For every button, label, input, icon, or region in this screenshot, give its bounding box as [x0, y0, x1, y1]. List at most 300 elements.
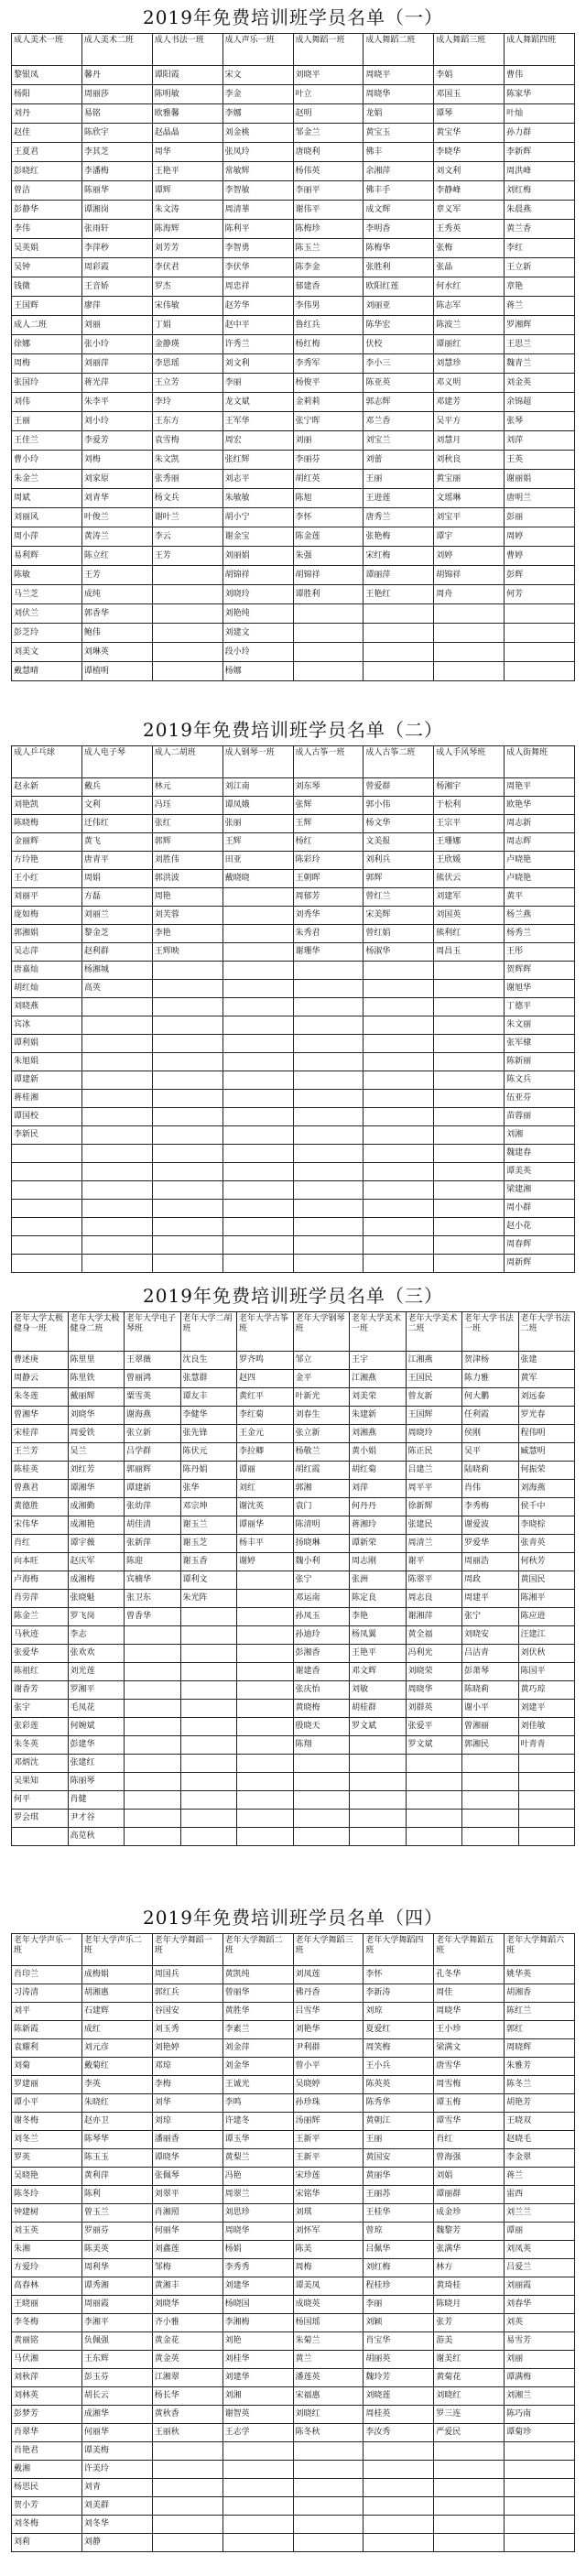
name-cell: 廖萍: [81, 297, 152, 316]
name-cell: [434, 1181, 505, 1200]
name-cell: 周晓辉: [505, 2039, 575, 2058]
name-cell: 周小群: [505, 1200, 575, 1218]
name-cell: 黄利萍: [81, 2168, 152, 2186]
name-cell: 臧慧明: [518, 1443, 575, 1462]
name-cell: [350, 1791, 407, 1810]
column-header: 老年大学电子琴班: [125, 1312, 181, 1352]
name-cell: 刘秀华: [293, 907, 364, 925]
name-cell: 宋珍莲: [293, 2168, 364, 2186]
roster-table: [11, 33, 575, 681]
name-cell: 谭美梅: [81, 2442, 152, 2461]
name-cell: 王东方: [152, 412, 222, 431]
name-cell: 刘东琴: [293, 778, 364, 797]
name-cell: 丁娟: [152, 316, 222, 335]
name-cell: 刘玉英: [12, 2223, 82, 2241]
name-cell: [364, 1236, 434, 1255]
name-cell: 刘凤莲: [293, 1966, 364, 1984]
name-cell: 袁耀利: [12, 2039, 82, 2058]
name-cell: 周艳: [152, 888, 222, 907]
name-cell: 孔冬华: [434, 1966, 505, 1984]
name-cell: [125, 1681, 181, 1700]
name-cell: 张先锋: [180, 1425, 237, 1443]
name-cell: 陈欣宇: [81, 124, 152, 143]
name-cell: 杨长华: [152, 2387, 222, 2406]
name-cell: 邓运南: [293, 1590, 350, 1608]
name-cell: 杨俊平: [293, 374, 364, 393]
name-cell: 赵四: [237, 1370, 294, 1388]
name-cell: 刘小玲: [81, 412, 152, 431]
name-cell: [518, 1755, 575, 1773]
table-row: [12, 335, 575, 354]
name-cell: 谭美英: [505, 1163, 575, 1181]
name-cell: 唐晓利: [293, 143, 364, 162]
name-cell: 高苋秋: [68, 1828, 125, 1846]
name-cell: 肖健: [68, 1791, 125, 1810]
name-cell: [81, 1035, 152, 1053]
name-cell: 刘颖: [364, 2314, 434, 2332]
name-cell: 张晓魁: [68, 1590, 125, 1608]
column-header: 成人舞蹈四班: [505, 34, 575, 66]
name-cell: 徐娜: [12, 335, 82, 354]
name-cell: [180, 1828, 237, 1846]
name-cell: 刘晓平: [293, 66, 364, 85]
name-cell: [364, 980, 434, 998]
name-cell: 王辉映: [152, 943, 222, 962]
name-cell: [81, 1255, 152, 1273]
name-cell: 肖伟: [462, 1480, 519, 1498]
name-cell: [152, 1090, 222, 1108]
name-cell: [434, 2479, 505, 2497]
name-cell: 吴果知: [12, 1773, 69, 1791]
name-cell: 李玲: [152, 393, 222, 412]
name-cell: 刘伟: [12, 393, 82, 412]
name-cell: [434, 604, 505, 624]
name-cell: 刘艳纯: [222, 604, 293, 624]
name-cell: 刘玉秀: [152, 2021, 222, 2039]
name-cell: 杨敬兰: [293, 1443, 350, 1462]
name-cell: 朱冬英: [12, 1736, 69, 1755]
name-cell: 陈亚英: [364, 374, 434, 393]
name-cell: [152, 1200, 222, 1218]
name-cell: 侯刚: [462, 1425, 519, 1443]
column-header: 老年大学美术二班: [406, 1312, 462, 1352]
name-cell: 黄琦桂: [434, 2277, 505, 2296]
table-row: [12, 431, 575, 451]
name-cell: 陈海辉: [152, 220, 222, 239]
name-cell: 谭凤娥: [222, 797, 293, 815]
name-cell: 郭洪波: [152, 870, 222, 888]
name-cell: 郭红: [505, 2021, 575, 2039]
name-cell: 陈里里: [68, 1352, 125, 1370]
name-cell: 陈冬秋: [293, 2424, 364, 2442]
name-cell: [364, 1200, 434, 1218]
name-cell: 陈家华: [505, 85, 575, 104]
name-cell: 熊利红: [434, 925, 505, 943]
name-cell: 王辉: [222, 833, 293, 852]
name-cell: 周斌: [12, 489, 82, 508]
name-cell: 杨文兵: [152, 489, 222, 508]
name-cell: 陈丽华: [81, 181, 152, 201]
name-cell: 陈旭: [293, 489, 364, 508]
name-cell: 成红: [81, 2021, 152, 2039]
name-cell: [180, 1645, 237, 1663]
name-cell: [293, 624, 364, 643]
name-cell: 刘冬梅: [12, 2516, 82, 2534]
name-cell: 朱湘: [12, 2241, 82, 2259]
name-cell: 吕佩华: [364, 2241, 434, 2259]
name-cell: 王丽: [12, 412, 82, 431]
name-cell: 罗齐鸣: [237, 1352, 294, 1370]
name-cell: [434, 624, 505, 643]
table-row: [12, 888, 575, 907]
table-header-row: [12, 1312, 575, 1352]
name-cell: [505, 2479, 575, 2497]
name-cell: 彭辉: [505, 566, 575, 585]
name-cell: 谭小平: [12, 2094, 82, 2113]
name-cell: 张彩莲: [12, 1718, 69, 1736]
name-cell: 胡佳清: [125, 1516, 181, 1535]
name-cell: 杨阳: [12, 85, 82, 104]
name-cell: [125, 1773, 181, 1791]
name-cell: 李素兰: [222, 2021, 293, 2039]
name-cell: 刘文利: [222, 354, 293, 374]
name-cell: 张丽: [222, 815, 293, 833]
name-cell: 谭阳霞: [152, 66, 222, 85]
name-cell: 叶俊兰: [81, 508, 152, 527]
name-cell: [125, 1810, 181, 1828]
name-cell: 冯珏: [152, 797, 222, 815]
name-cell: 谭丽华: [237, 1516, 294, 1535]
name-cell: [462, 1773, 519, 1791]
name-cell: [434, 1163, 505, 1181]
name-cell: 杨兰燕: [505, 907, 575, 925]
column-header: 老年大学声乐二班: [81, 1934, 152, 1966]
name-cell: 王立新: [505, 258, 575, 277]
name-cell: 程桂珍: [364, 2277, 434, 2296]
name-cell: 陈伏元: [180, 1443, 237, 1462]
table-row: [12, 815, 575, 833]
name-cell: [505, 604, 575, 624]
name-cell: 周小萍: [12, 527, 82, 547]
name-cell: 黄军: [518, 1370, 575, 1388]
name-cell: 李晓华: [434, 143, 505, 162]
name-cell: 刘建军: [434, 888, 505, 907]
name-cell: 罗飞岗: [68, 1608, 125, 1626]
name-cell: 周建平: [462, 1590, 519, 1608]
name-cell: [462, 1810, 519, 1828]
name-cell: 肖红: [434, 2131, 505, 2149]
name-cell: 刘敏: [350, 1681, 407, 1700]
name-cell: 冯利光: [406, 1645, 462, 1663]
name-cell: 叶立: [293, 85, 364, 104]
name-cell: 张胜利: [364, 258, 434, 277]
column-header: 成人二胡班: [152, 746, 222, 778]
name-cell: 杨文华: [364, 815, 434, 833]
name-cell: 杨国瑶: [293, 2314, 364, 2332]
name-cell: [237, 1773, 294, 1791]
name-cell: 刘光莲: [68, 1663, 125, 1681]
name-cell: 刘志平: [222, 470, 293, 489]
name-cell: 王晓丽: [12, 2296, 82, 2314]
name-cell: 郭湘娟: [12, 925, 82, 943]
name-cell: 刘宝平: [434, 508, 505, 527]
name-cell: 黎金芝: [81, 925, 152, 943]
name-cell: [81, 1108, 152, 1126]
name-cell: 朱文丽: [505, 1016, 575, 1035]
table-row: [12, 1571, 575, 1590]
name-cell: 赵晶晶: [152, 124, 222, 143]
name-cell: 彭晓红: [12, 162, 82, 181]
name-cell: 罗三连: [434, 2406, 505, 2424]
name-cell: 李红: [505, 239, 575, 258]
column-header: 成人美术一班: [12, 34, 82, 66]
name-cell: 刘建华: [222, 2369, 293, 2387]
column-header: 成人手风琴班: [434, 746, 505, 778]
name-cell: [152, 1218, 222, 1236]
name-cell: 胡锦祥: [222, 566, 293, 585]
name-cell: 成湘梅: [68, 1571, 125, 1590]
name-cell: 谢婷: [237, 1553, 294, 1571]
name-cell: 谭湘岗: [81, 201, 152, 220]
name-cell: 陈冬玲: [12, 2186, 82, 2204]
name-cell: 吴平: [462, 1443, 519, 1462]
name-cell: [364, 1035, 434, 1053]
name-cell: 朱雅芳: [505, 2058, 575, 2076]
name-cell: 李新民: [12, 1126, 82, 1145]
name-cell: 邹梅: [152, 2259, 222, 2277]
name-cell: [434, 1255, 505, 1273]
name-cell: 李潘梅: [81, 162, 152, 181]
column-header: 老年大学古筝班: [237, 1312, 294, 1352]
name-cell: [125, 1791, 181, 1810]
table-body: [12, 1966, 575, 2552]
name-cell: 李丽: [364, 2296, 434, 2314]
name-cell: 郭湘: [293, 1480, 350, 1498]
name-cell: 王军华: [222, 412, 293, 431]
name-cell: [364, 2497, 434, 2516]
name-cell: 肖印兰: [12, 1966, 82, 1984]
name-cell: 陈志军: [434, 297, 505, 316]
name-cell: 田亚: [222, 852, 293, 870]
name-cell: 杨伟英: [293, 162, 364, 181]
name-cell: 孙珍珠: [293, 2094, 364, 2113]
name-cell: 刘艳: [222, 2332, 293, 2351]
name-cell: 张红: [152, 815, 222, 833]
name-cell: 刘金桃: [222, 124, 293, 143]
name-cell: [222, 1108, 293, 1126]
name-cell: 石建辉: [81, 2003, 152, 2021]
name-cell: 张宇: [12, 1700, 69, 1718]
name-cell: 刘丽娟: [222, 547, 293, 566]
name-cell: 周艳平: [505, 778, 575, 797]
name-cell: 胡红灿: [12, 980, 82, 998]
name-cell: 李秀军: [293, 354, 364, 374]
name-cell: [293, 998, 364, 1016]
name-cell: 刘怀军: [293, 2223, 364, 2241]
table-row: [12, 1498, 575, 1516]
name-cell: 周婷: [505, 527, 575, 547]
name-cell: [364, 2534, 434, 2552]
name-cell: [350, 1755, 407, 1773]
name-cell: [152, 2534, 222, 2552]
name-cell: 王英: [505, 451, 575, 470]
name-cell: [12, 1145, 82, 1163]
name-cell: 王丽秋: [152, 2424, 222, 2442]
name-cell: 李新辉: [505, 143, 575, 162]
name-cell: [293, 2497, 364, 2516]
name-cell: 方玲艳: [12, 852, 82, 870]
name-cell: 宋伟华: [12, 1516, 69, 1535]
name-cell: [518, 1810, 575, 1828]
name-cell: 王国辉: [12, 297, 82, 316]
name-cell: 黄国民: [518, 1571, 575, 1590]
name-cell: 曾红兰: [364, 888, 434, 907]
name-cell: 张辉: [293, 797, 364, 815]
name-cell: 易利辉: [12, 547, 82, 566]
table-row: [12, 2168, 575, 2186]
name-cell: 曾湘华: [12, 1407, 69, 1425]
name-cell: 周忠祥: [222, 277, 293, 297]
name-cell: [222, 1163, 293, 1181]
name-cell: 习涛清: [12, 1984, 82, 2003]
name-cell: 邓兰香: [364, 412, 434, 431]
column-header: 成人声乐一班: [222, 34, 293, 66]
name-cell: 王丽: [364, 2131, 434, 2149]
name-cell: 陈利: [81, 2186, 152, 2204]
name-cell: 李丽芬: [293, 451, 364, 470]
name-cell: 陈翔: [293, 1736, 350, 1755]
name-cell: 彭丽: [505, 508, 575, 527]
name-cell: 谭丽: [505, 2223, 575, 2241]
name-cell: 林元: [152, 778, 222, 797]
name-cell: 刘平: [12, 2003, 82, 2021]
name-cell: 刘元彦: [81, 2039, 152, 2058]
name-cell: 李娟: [434, 66, 505, 85]
table-row: [12, 1200, 575, 1218]
roster-section-1: [11, 5, 575, 681]
name-cell: 刘建文: [222, 624, 293, 643]
name-cell: 刘慧珍: [434, 354, 505, 374]
name-cell: 周梅: [293, 2259, 364, 2277]
name-cell: 何丽华: [152, 2223, 222, 2241]
name-cell: [505, 2534, 575, 2552]
table-row: [12, 2277, 575, 2296]
name-cell: 何振荣: [518, 1462, 575, 1480]
table-row: [12, 1590, 575, 1608]
name-cell: [350, 1773, 407, 1791]
table-row: [12, 393, 575, 412]
name-cell: 刘湘兰: [505, 2387, 575, 2406]
table-row: [12, 2406, 575, 2424]
name-cell: 王辉: [293, 815, 364, 833]
column-header: 成人书法一班: [152, 34, 222, 66]
name-cell: 鲁红兵: [293, 316, 364, 335]
table-row: [12, 852, 575, 870]
table-row: [12, 1145, 575, 1163]
name-cell: 章艳: [505, 277, 575, 297]
name-cell: 宋铭华: [293, 2186, 364, 2204]
name-cell: [222, 2534, 293, 2552]
name-cell: 曾香华: [125, 1608, 181, 1626]
name-cell: 魏小利: [293, 1553, 350, 1571]
name-cell: 李智敏: [222, 181, 293, 201]
name-cell: [434, 1236, 505, 1255]
table-row: [12, 2021, 575, 2039]
name-cell: [293, 1090, 364, 1108]
name-cell: [125, 1718, 181, 1736]
table-row: [12, 1810, 575, 1828]
name-cell: 李晓棕: [518, 1516, 575, 1535]
name-cell: 杨丰平: [237, 1535, 294, 1553]
name-cell: 刘菊: [12, 2058, 82, 2076]
column-header: 老年大学舞蹈六班: [505, 1934, 575, 1966]
roster-section-4: [11, 1906, 575, 2552]
name-cell: 周昌玉: [434, 943, 505, 962]
name-cell: [237, 1608, 294, 1626]
name-cell: 周晓华: [222, 2223, 293, 2241]
table-row: [12, 962, 575, 980]
name-cell: [364, 2442, 434, 2461]
name-cell: 张建红: [68, 1755, 125, 1773]
name-cell: 戴慧晴: [12, 662, 82, 681]
name-cell: [364, 1016, 434, 1035]
name-cell: [237, 1791, 294, 1810]
name-cell: 钱微: [12, 277, 82, 297]
table-row: [12, 585, 575, 604]
name-cell: 周晓华: [406, 1681, 462, 1700]
name-cell: 魏黎芳: [434, 2223, 505, 2241]
table-row: [12, 1181, 575, 1200]
name-cell: [237, 1626, 294, 1645]
name-cell: 潘丽香: [152, 2131, 222, 2149]
name-cell: 孙力群: [505, 124, 575, 143]
name-cell: 周娟: [81, 870, 152, 888]
name-cell: [364, 1255, 434, 1273]
table-row: [12, 1966, 575, 1984]
name-cell: 周丽霞: [81, 2296, 152, 2314]
name-cell: 胡锦祥: [293, 566, 364, 585]
name-cell: 庞如梅: [12, 907, 82, 925]
name-cell: 何芳: [505, 585, 575, 604]
name-cell: 易铭: [81, 104, 152, 124]
name-cell: 陈清明: [293, 1516, 350, 1535]
name-cell: 刘金萍: [222, 2039, 293, 2058]
name-cell: 谢珊华: [293, 943, 364, 962]
name-cell: 谢爱波: [462, 1516, 519, 1535]
table-row: [12, 1071, 575, 1090]
name-cell: 刘佳敏: [518, 1718, 575, 1736]
name-cell: [222, 1200, 293, 1218]
name-cell: 王朝晖: [293, 870, 364, 888]
name-cell: [293, 1071, 364, 1090]
table-row: [12, 1828, 575, 1846]
name-cell: 王国辉: [406, 1407, 462, 1425]
table-row: [12, 1425, 575, 1443]
name-cell: 文利: [81, 797, 152, 815]
name-cell: 周舟: [434, 585, 505, 604]
name-cell: 陈玉玉: [81, 2149, 152, 2168]
name-cell: 周政: [462, 1571, 519, 1590]
name-cell: 李萍秒: [81, 239, 152, 258]
name-cell: 曾湘丽: [462, 1718, 519, 1736]
name-cell: [237, 1810, 294, 1828]
table-body: [12, 1352, 575, 1846]
name-cell: 刘丹: [12, 104, 82, 124]
column-header: 成人舞蹈三班: [434, 34, 505, 66]
name-cell: [434, 643, 505, 662]
name-cell: 赵永新: [12, 778, 82, 797]
name-cell: 李金: [222, 85, 293, 104]
